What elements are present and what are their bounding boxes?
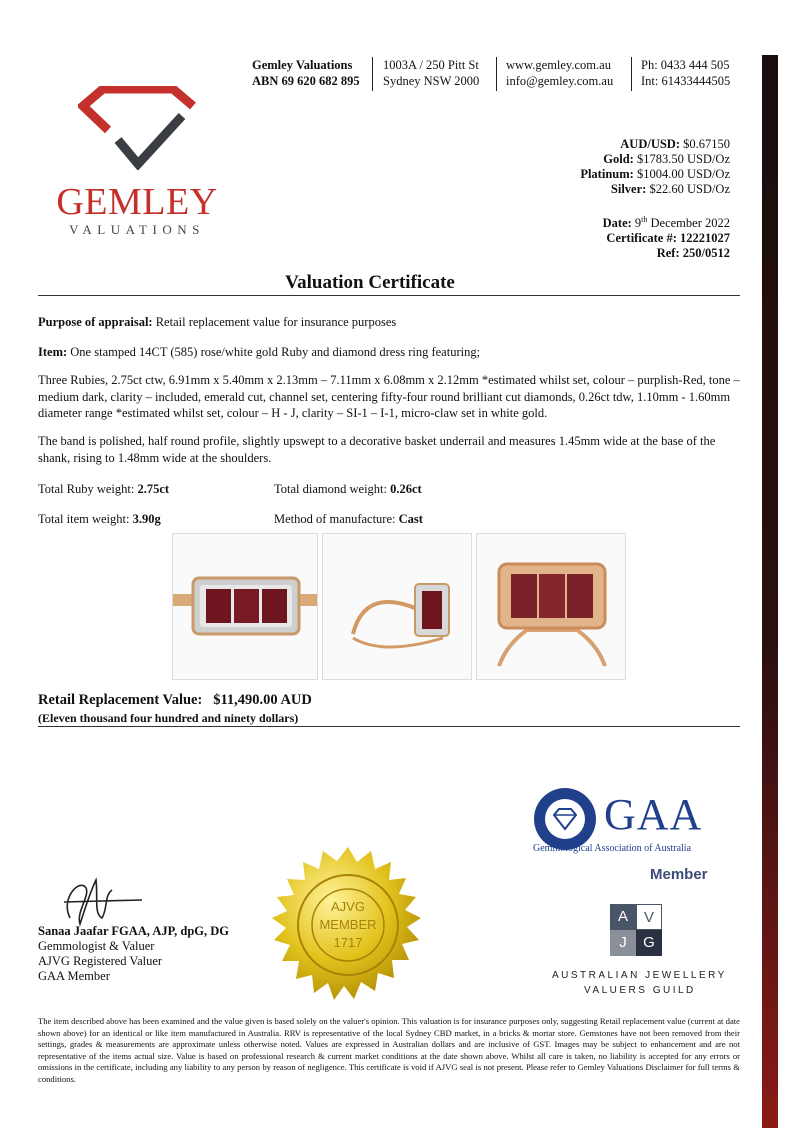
item-weight <box>38 511 268 528</box>
purpose-value: Retail replacement value for insurance purposes <box>155 315 397 329</box>
signatory-name: Sanaa Jaafar FGAA, AJP, dpG, DG <box>38 924 230 938</box>
phone-block <box>641 57 730 89</box>
aud-usd-label: AUD/USD: <box>620 137 680 151</box>
retail-value-amount: $11,490.00 AUD <box>213 692 312 708</box>
item-weight-value: 3.90g <box>132 512 161 526</box>
ref-number: 250/0512 <box>682 246 730 261</box>
band-description: The band is polished, half round profile, slightly upswept to a decorative basket underrail and measures 1.45mm wide at the base of the shank, rising to 1.48mm wide at the shoulders. <box>38 434 716 465</box>
company-abn: ABN 69 620 682 895 <box>252 74 360 88</box>
value-rule <box>38 726 740 727</box>
stone-description: Three Rubies, 2.75ct ctw, 6.91mm x 5.40mm x 2.13mm – 7.11mm x 6.08mm x 2.12mm *estimated whilst set, colour – purplish-Red, tone – medium dark, clarity – included, emerald cut, channel set, centering fifty-four round brilliant cut diamonds, 0.26ct tdw, 1.10mm - 1.60mm diameter range *estimated whilst set, colour – H - J, clarity – SI-1 – I-1, micro-claw set in white gold. <box>38 373 740 420</box>
aud-usd-value: $0.67150 <box>683 137 730 151</box>
signatory-role-3: GAA Member <box>38 969 110 983</box>
purpose-line <box>38 314 740 331</box>
signatory-role-1: Gemmologist & Valuer <box>38 939 155 953</box>
page-title: Valuation Certificate <box>285 272 455 293</box>
diamond-weight-label: Total diamond weight: <box>274 482 387 496</box>
date-label: Date: <box>602 216 632 231</box>
manufacture-method-label: Method of manufacture: <box>274 512 396 526</box>
ajvg-letter-j: J <box>610 930 636 956</box>
ajvg-letter-a: A <box>610 904 636 930</box>
diamond-weight-value: 0.26ct <box>390 482 422 496</box>
address-line-1: 1003A / 250 Pitt St <box>383 58 479 72</box>
platinum-label: Platinum: <box>580 167 634 181</box>
metal-rates <box>580 137 730 197</box>
company-block <box>252 57 360 89</box>
seal-line-1: AJVG <box>331 899 365 914</box>
diamond-weight <box>274 481 574 498</box>
signatory-block <box>38 924 229 984</box>
ring-photo-back <box>476 533 626 680</box>
ring-photo-top <box>172 533 318 680</box>
date-rest: December 2022 <box>650 216 730 231</box>
gaa-full-name: Gemmological Association of Australia <box>533 843 692 854</box>
seal-line-3: 1717 <box>333 935 363 950</box>
silver-value: $22.60 USD/Oz <box>649 182 730 196</box>
address-block <box>383 57 479 89</box>
ruby-weight-value: 2.75ct <box>137 482 170 496</box>
item-line <box>38 344 740 361</box>
seal-line-2: MEMBER <box>319 917 377 932</box>
item-weight-label: Total item weight: <box>38 512 130 526</box>
intl-phone-number: Int: 61433444505 <box>641 74 731 88</box>
retail-value-line <box>38 692 312 709</box>
header-divider <box>631 57 632 91</box>
signatory-role-2: AJVG Registered Valuer <box>38 954 163 968</box>
email-link[interactable]: info@gemley.com.au <box>506 74 614 88</box>
item-label: Item: <box>38 345 68 359</box>
ajvg-letter-g: G <box>636 930 662 956</box>
gaa-acronym: GAA <box>604 790 703 839</box>
signature-graphic <box>50 868 150 928</box>
web-block <box>506 57 613 89</box>
retail-value-words: (Eleven thousand four hundred and ninety dollars) <box>38 711 299 725</box>
date-suffix: th <box>641 215 648 224</box>
gold-value: $1783.50 USD/Oz <box>636 152 730 166</box>
right-edge-band <box>762 55 778 1128</box>
title-rule <box>38 295 740 296</box>
gem-outline-icon <box>78 86 198 170</box>
item-value: One stamped 14CT (585) rose/white gold Ruby and diamond dress ring featuring; <box>70 345 481 359</box>
logo-subtitle: VALUATIONS <box>69 222 205 237</box>
disclaimer-text: The item described above has been examined and the value given is based solely on the valuer's opinion. This valuation is for insurance purposes only, suggesting Retail replacement value (current at date shown above) for an identical or like item manufactured in Australia. RRV is representative of the local Sydney CBD market, in a bricks & mortar store. Gemstones have not been removed from their settings, grades & measurements are approximate unless otherwise noted. Values are expressed in Australian dollars and are inclusive of GST. Images may be subject to enhancement and are not representative of the items actual size. Value is based on professional research & current market conditions at the date shown above. Whilst all care is taken, no liability is accepted for any errors or omissions in the certificate, including any liability to any person by reason of negligence. This certificate is void if AJVG seal is not present. Please refer to Gemley Valuations Disclaimer for full terms & conditions. <box>38 1016 740 1084</box>
header-divider <box>372 57 373 91</box>
manufacture-method <box>274 511 574 528</box>
ajvg-gold-seal <box>268 845 428 1005</box>
certificate-number: 12221027 <box>680 231 730 246</box>
retail-value-label: Retail Replacement Value: <box>38 692 203 708</box>
platinum-value: $1004.00 USD/Oz <box>636 167 730 181</box>
manufacture-method-value: Cast <box>398 512 423 526</box>
purpose-label: Purpose of appraisal: <box>38 315 153 329</box>
ajvg-name-line-2: VALUERS GUILD <box>584 985 696 996</box>
website-link[interactable]: www.gemley.com.au <box>506 58 611 72</box>
ruby-weight-label: Total Ruby weight: <box>38 482 135 496</box>
ref-label: Ref: <box>656 246 680 261</box>
certificate-meta <box>603 212 730 261</box>
ajvg-name-line-1: AUSTRALIAN JEWELLERY <box>552 970 727 981</box>
phone-number: Ph: 0433 444 505 <box>641 58 730 72</box>
header-divider <box>496 57 497 91</box>
company-name: Gemley Valuations <box>252 58 353 72</box>
logo-wordmark: GEMLEY <box>56 181 218 223</box>
gaa-member-label: Member <box>650 866 708 883</box>
ring-photo-side <box>322 533 472 680</box>
ajvg-letter-v: V <box>636 904 662 930</box>
date-day: 9 <box>634 216 642 231</box>
address-line-2: Sydney NSW 2000 <box>383 74 480 88</box>
gold-label: Gold: <box>603 152 634 166</box>
silver-label: Silver: <box>610 182 647 196</box>
ruby-weight <box>38 481 268 498</box>
certificate-label: Certificate #: <box>606 231 677 246</box>
